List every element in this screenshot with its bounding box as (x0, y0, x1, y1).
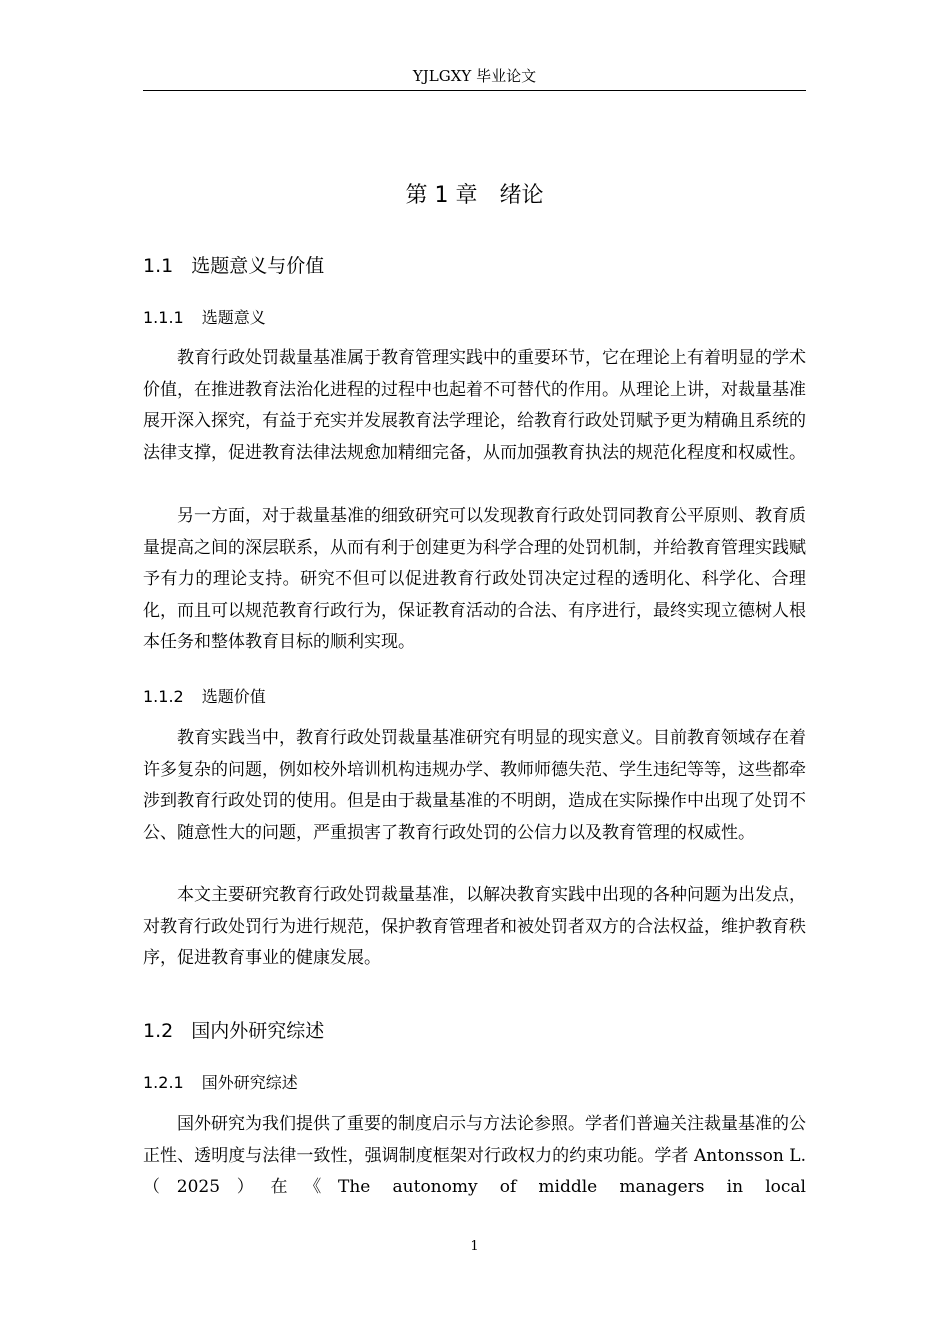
subsection-title: 选题意义 (201, 308, 266, 327)
section-number: 1.1 (143, 255, 174, 277)
section-title: 国内外研究综述 (191, 1020, 325, 1042)
header-rule (143, 90, 806, 91)
subsection-heading-1-1-2 (143, 685, 266, 709)
paragraph: 本文主要研究教育行政处罚裁量基准，以解决教育实践中出现的各种问题为出发点，对教育行政处罚行为进行规范，保护教育管理者和被处罚者双方的合法权益，维护教育秩序，促进教育事业的健康发展。 (143, 885, 806, 968)
paragraph: 另一方面，对于裁量基准的细致研究可以发现教育行政处罚同教育公平原则、教育质量提高之间的深层联系，从而有利于创建更为科学合理的处罚机制，并给教育管理实践赋予有力的理论支持。研究不但可以促进教育行政处罚决定过程的透明化、科学化、合理化，而且可以规范教育行政行为，保证教育活动的合法、有序进行，最终实现立德树人根本任务和整体教育目标的顺利实现。 (143, 506, 806, 652)
section-heading-1-1 (143, 252, 324, 280)
subsection-title: 选题价值 (201, 687, 266, 706)
subsection-number: 1.2.1 (143, 1073, 184, 1092)
subsection-heading-1-2-1 (143, 1071, 298, 1095)
subsection-title: 国外研究综述 (201, 1073, 298, 1092)
section-number: 1.2 (143, 1020, 174, 1042)
paragraph: 教育实践当中，教育行政处罚裁量基准研究有明显的现实意义。目前教育领域存在着许多复杂的问题，例如校外培训机构违规办学、教师师德失范、学生违纪等等，这些都牵涉到教育行政处罚的使用。但是由于裁量基准的不明朗，造成在实际操作中出现了处罚不公、随意性大的问题，严重损害了教育行政处罚的公信力以及教育管理的权威性。 (143, 728, 806, 843)
section-heading-1-2 (143, 1017, 324, 1045)
paragraph: 教育行政处罚裁量基准属于教育管理实践中的重要环节，它在理论上有着明显的学术价值，在推进教育法治化进程的过程中也起着不可替代的作用。从理论上讲，对裁量基准展开深入探究，有益于充实并发展教育法学理论，给教育行政处罚赋予更为精确且系统的法律支撑，促进教育法律法规愈加精细完备，从而加强教育执法的规范化程度和权威性。 (143, 348, 806, 463)
subsection-number: 1.1.1 (143, 308, 184, 327)
subsection-number: 1.1.2 (143, 687, 184, 706)
subsection-heading-1-1-1 (143, 306, 266, 330)
running-header: YJLGXY 毕业论文 (412, 67, 537, 85)
page-number: 1 (470, 1239, 479, 1254)
section-title: 选题意义与价值 (191, 255, 325, 277)
paragraph: 国外研究为我们提供了重要的制度启示与方法论参照。学者们普遍关注裁量基准的公正性、透明度与法律一致性，强调制度框架对行政权力的约束功能。学者 Antonsson L.（2025）在《The autonomy of middle managers in local (143, 1114, 806, 1197)
chapter-title: 第 1 章 绪论 (405, 183, 544, 208)
